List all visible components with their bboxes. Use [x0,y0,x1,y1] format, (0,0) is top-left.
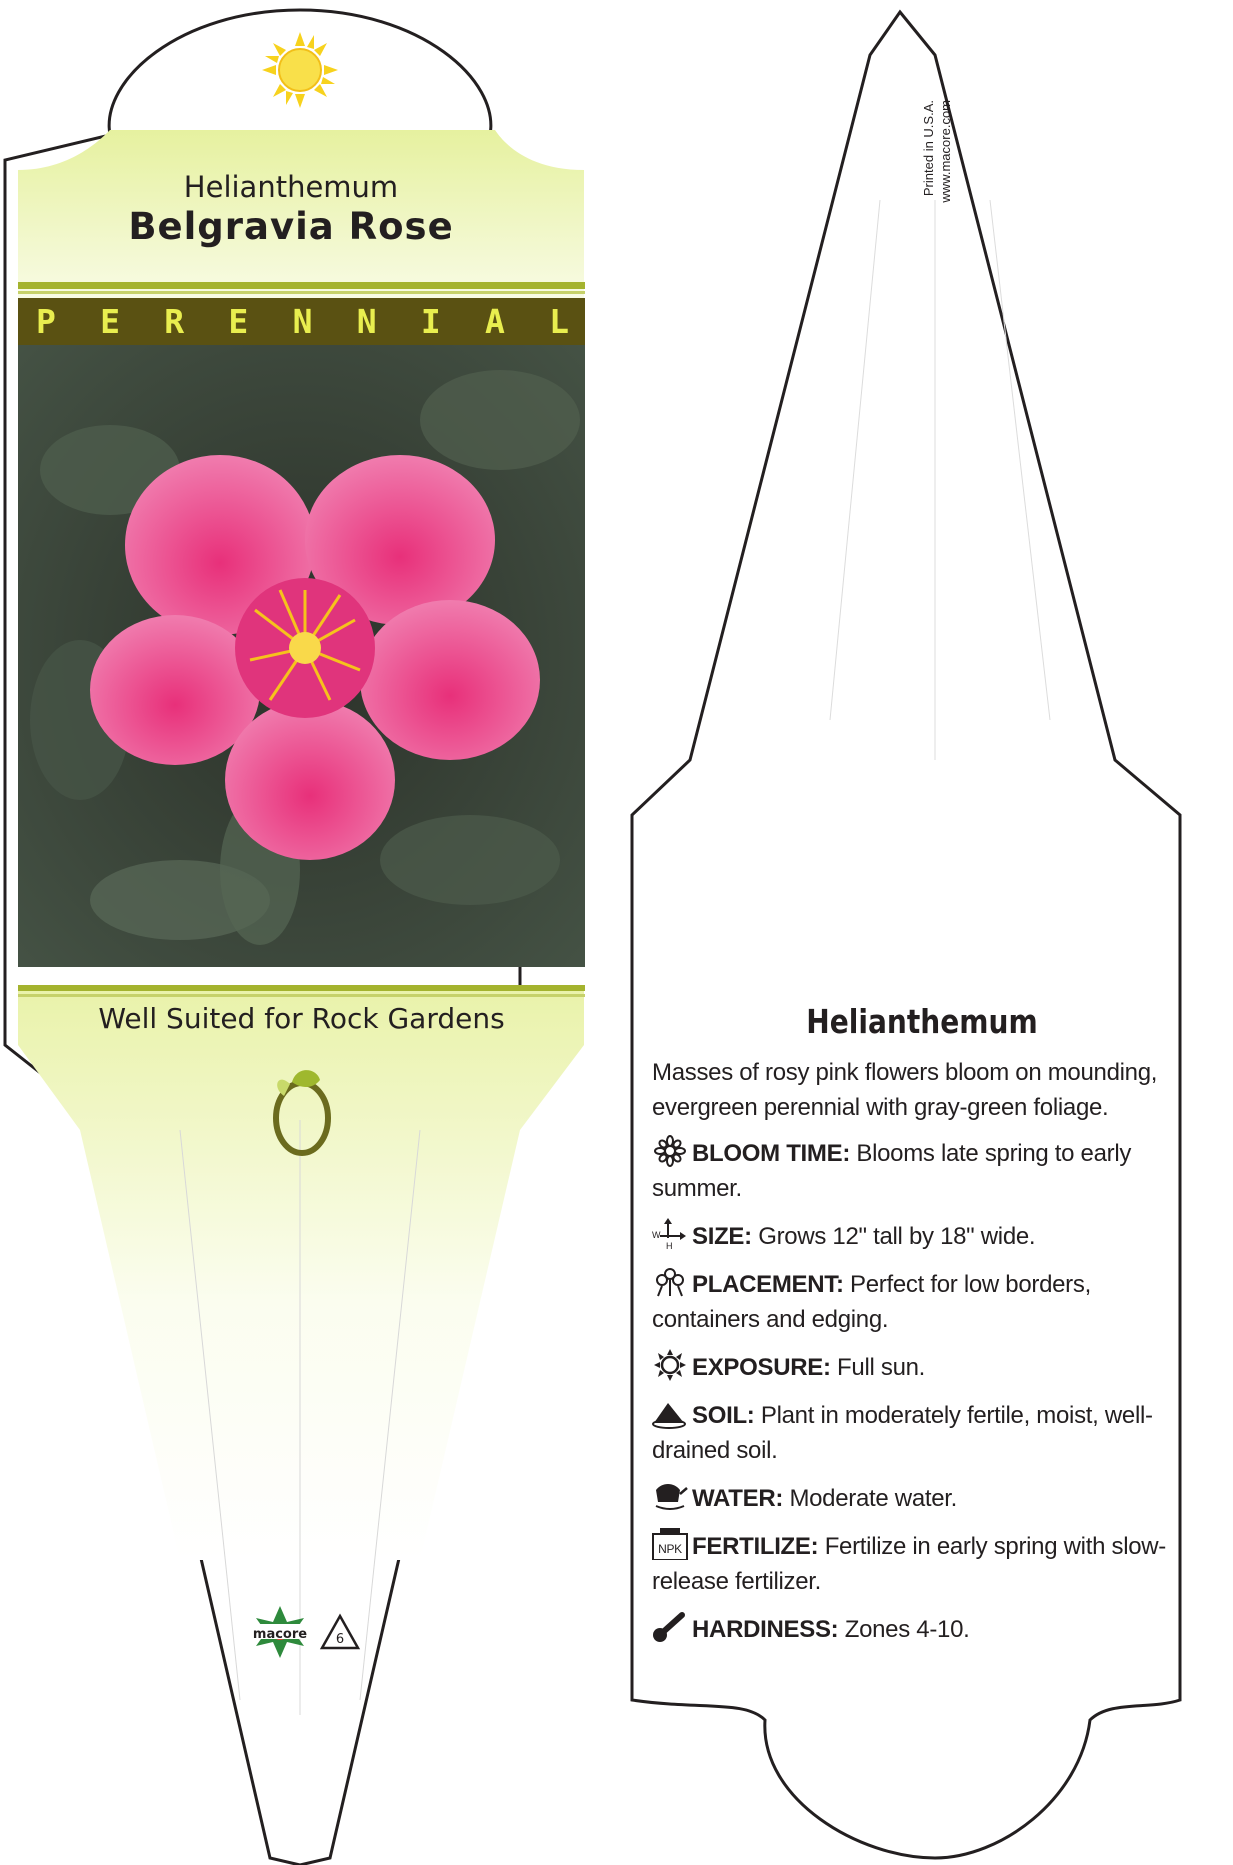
thermometer-icon [652,1611,688,1643]
brand-name: macore [252,1627,308,1642]
detail-water [652,1480,1192,1516]
detail-text: Perfect for low borders, containers and edging. [652,1271,1091,1333]
size-icon-w: W [652,1230,661,1240]
detail-text: Moderate water. [783,1485,958,1512]
soil-icon [652,1397,688,1429]
care-info [652,1002,1192,1659]
tagline: Well Suited for Rock Gardens [98,1002,505,1035]
flower-icon [652,1135,688,1167]
category-letter: N [292,302,313,341]
website: www.macore.com [938,100,953,203]
detail-placement [652,1266,1192,1337]
detail-text: Grows 12" tall by 18" wide. [751,1223,1036,1250]
sun-icon [652,1349,688,1381]
detail-text: Plant in moderately fertile, moist, well-drained soil. [652,1402,1153,1464]
detail-text: Fertilize in early spring with slow-release fertilizer. [652,1533,1166,1595]
size-icon [652,1218,688,1250]
detail-label: FERTILIZE: [692,1533,819,1560]
detail-soil [652,1397,1192,1468]
description: Masses of rosy pink flowers bloom on mounding, evergreen perennial with gray-green foliage. [652,1059,1158,1121]
placement-icon [652,1266,688,1298]
category-letter: E [228,302,249,341]
detail-text: Full sun. [830,1354,926,1381]
detail-hardiness [652,1611,1192,1647]
recycle-code: 6 [335,1632,345,1647]
back-title: Helianthemum [806,1002,1038,1041]
category-letter: A [484,302,505,341]
detail-label: SOIL: [692,1402,755,1429]
detail-label: WATER: [692,1485,784,1512]
npk-icon [652,1528,688,1560]
detail-label: BLOOM TIME: [692,1140,851,1167]
detail-text: Zones 4-10. [838,1616,970,1643]
detail-exposure [652,1349,1192,1385]
printed-note [920,100,960,260]
category-letter: P [36,302,56,341]
plant-cultivar-name: Belgravia Rose [128,205,454,248]
category-letter: N [356,302,377,341]
category-letter: I [420,302,441,341]
detail-label: SIZE: [692,1223,752,1250]
category-letter: R [164,302,185,341]
watering-can-icon [652,1480,688,1512]
detail-label: EXPOSURE: [692,1354,831,1381]
detail-size [652,1218,1192,1254]
detail-label: HARDINESS: [692,1616,839,1643]
detail-bloom-time [652,1135,1192,1206]
category-letter: L [549,302,569,341]
detail-fertilize [652,1528,1192,1599]
printed-in: Printed in U.S.A. [921,100,936,197]
plant-common-name: Helianthemum [183,170,399,204]
category-letter: E [100,302,121,341]
size-icon-h: H [666,1241,673,1250]
detail-label: PLACEMENT: [692,1271,844,1298]
detail-text: Blooms late spring to early summer. [652,1140,1132,1202]
npk-icon-text: NPK [658,1542,682,1556]
